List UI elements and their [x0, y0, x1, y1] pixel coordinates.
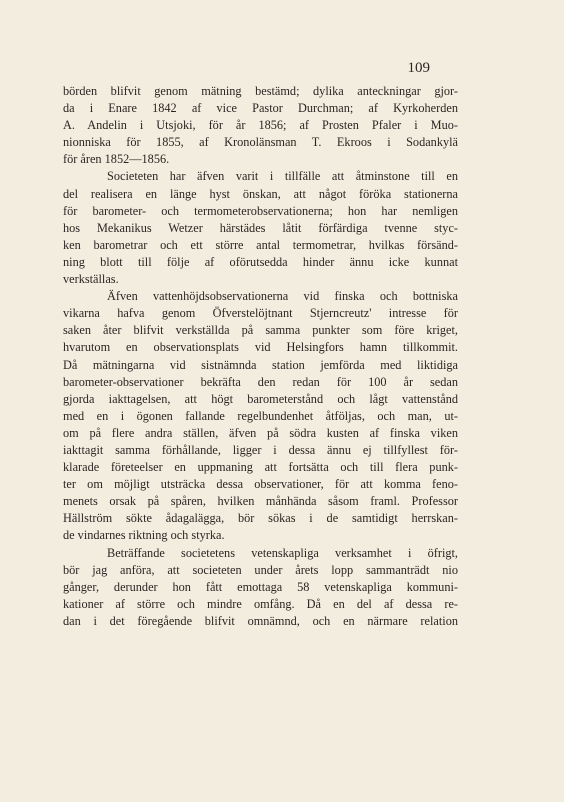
text-line: om på flere andra ställen, äfven på södra kusten af finska viken	[63, 425, 458, 440]
text-line: bör jag anföra, att societeten under årets lopp sammanträdt nio	[63, 562, 458, 577]
text-line: Societeten har äfven varit i tillfälle att åtminstone till en	[107, 169, 458, 184]
text-line: A. Andelin i Utsjoki, för år 1856; af Prosten Pfaler i Muo-	[63, 118, 458, 133]
text-line: dan i det föregående blifvit omnämnd, och en närmare relation	[63, 613, 458, 628]
text-line: ter om möjligt utsträcka dessa observationer, för att komma feno-	[63, 477, 458, 492]
text-line: menets orsak på spåren, hvilken månhända såsom framl. Professor	[63, 494, 458, 509]
text-line: saken åter blifvit verkställda på samma punkter som före kriget,	[63, 323, 458, 338]
text-line: Beträffande societetens vetenskapliga verksamhet i öfrigt,	[107, 545, 458, 560]
text-line: börden blifvit genom mätning bestämd; dylika anteckningar gjor-	[63, 84, 458, 98]
text-line: för barometer- och termometerobservationerna; hon har nemligen	[63, 203, 458, 218]
text-line: de vindarnes riktning och styrka.	[63, 528, 225, 543]
text-line: kationer af större och mindre omfång. Då en del af dessa re-	[63, 596, 458, 611]
paragraph	[63, 83, 458, 168]
body-text	[63, 83, 458, 630]
text-line: för åren 1852—1856.	[63, 152, 170, 167]
text-line: del realisera en länge hyst önskan, att något föröka stationerna	[63, 186, 458, 201]
paragraph	[63, 545, 458, 630]
text-line: verkställas.	[63, 272, 119, 287]
text-line: ken barometrar och ett större antal termometrar, hvilkas försänd-	[63, 237, 458, 252]
text-line: da i Enare 1842 af vice Pastor Durchman; af Kyrkoherden	[63, 101, 458, 116]
text-line: med en i ögonen fallande regelbundenhet åtföljas, och man, ut-	[63, 408, 458, 423]
text-line: gånger, derunder hon fått emottaga 58 vetenskapliga kommuni-	[63, 579, 458, 594]
text-line: Då mätningarna vid sistnämnda station jemförda med liktidiga	[63, 357, 458, 372]
text-line: Hällström sökte ådagalägga, bör sökas i de samtidigt herrskan-	[63, 511, 458, 526]
paragraph	[63, 288, 458, 544]
text-line: hos Mekanikus Wetzer härstädes låtit förfärdiga tvenne styc-	[63, 220, 458, 235]
text-line: hvarutom en observationsplats vid Helsingfors hamn tillkommit.	[63, 340, 458, 355]
paragraph	[63, 168, 458, 288]
text-line: iakttagit samma förhållande, ligger i dessa ännu ej tillfyllest för-	[63, 442, 458, 457]
text-line: klarade företeelser en uppmaning att fortsätta och till flera punk-	[63, 460, 458, 475]
text-line: ning blott till följe af oförutsedda hinder ännu icke kunnat	[63, 254, 458, 269]
text-line: barometer-observationer bekräfta den redan för 100 år sedan	[63, 374, 458, 389]
text-line: Äfven vattenhöjdsobservationerna vid finska och bottniska	[107, 289, 458, 304]
text-line: gjorda iakttagelsen, att högt barometerstånd och lågt vattenstånd	[63, 391, 458, 406]
text-line: vikarna hafva genom Öfverstelöjtnant Stjerncreutz' intresse för	[63, 306, 458, 321]
page-number: 109	[407, 60, 430, 76]
text-line: nionniska för 1855, af Kronolänsman T. Ekroos i Sodankylä	[63, 135, 458, 150]
